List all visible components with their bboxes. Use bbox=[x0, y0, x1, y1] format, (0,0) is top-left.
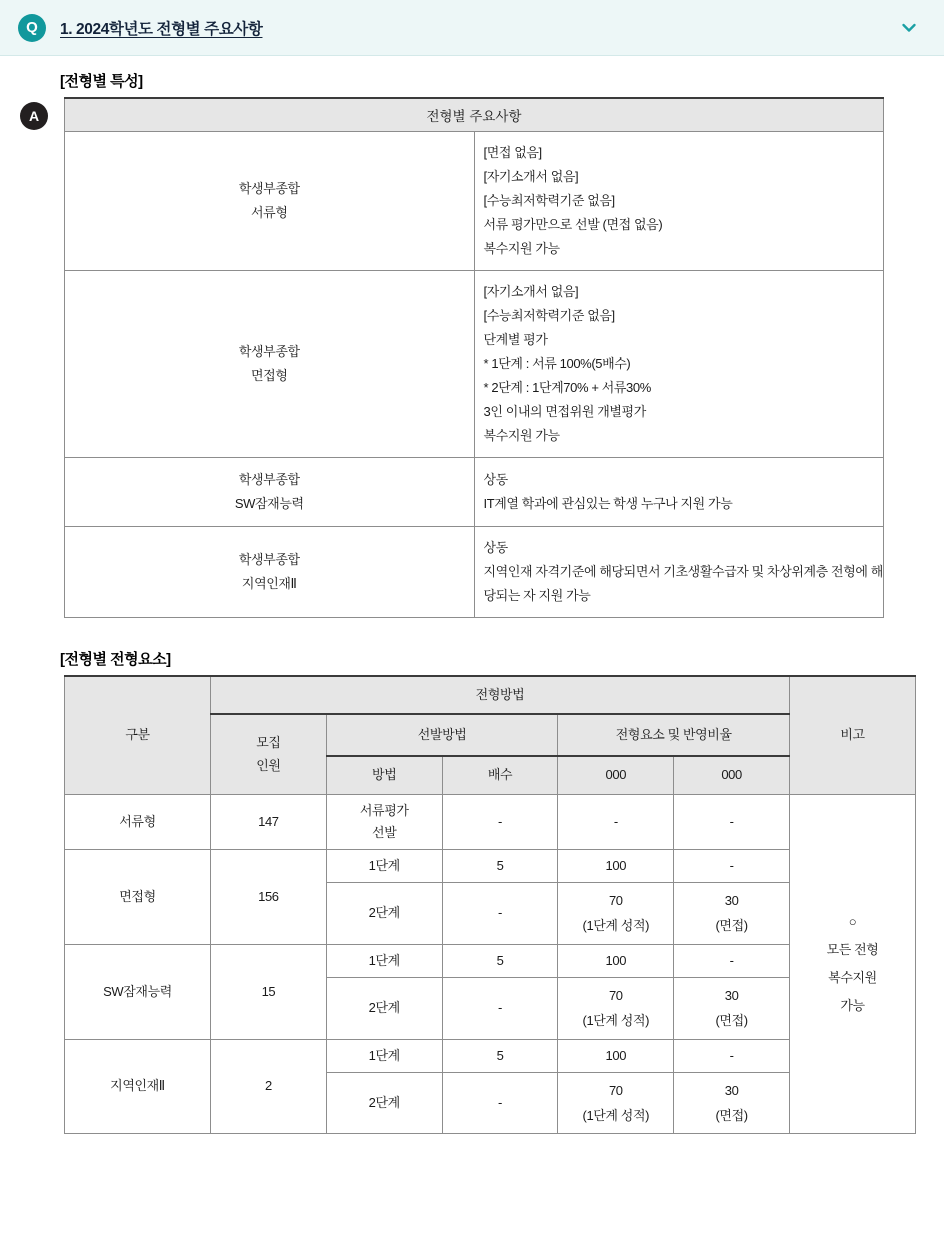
description-line: [자기소개서 없음] bbox=[483, 283, 579, 299]
cell-element-2: - bbox=[674, 944, 790, 977]
cell-baesu: 5 bbox=[442, 849, 558, 882]
element-value: 70 bbox=[608, 987, 623, 1003]
question-badge: Q bbox=[18, 14, 46, 42]
section-heading-features: [전형별 특성] bbox=[60, 73, 143, 90]
element-note: (1단계 성적) bbox=[582, 1013, 650, 1029]
category-line: 학생부종합 bbox=[238, 552, 300, 568]
description-line: [수능최저학력기준 없음] bbox=[483, 307, 615, 323]
header-moip-line: 모집 bbox=[256, 734, 281, 750]
table-row bbox=[65, 527, 884, 618]
cell-element-2 bbox=[674, 977, 790, 1039]
cell-element-2 bbox=[674, 883, 790, 945]
header-bigo: 비고 bbox=[790, 676, 916, 794]
element-value: 30 bbox=[724, 1082, 739, 1098]
cell-moip: 2 bbox=[211, 1039, 327, 1134]
description-line: 상동 bbox=[483, 472, 508, 488]
table-row bbox=[65, 944, 916, 977]
cell-bangbeop: 1단계 bbox=[326, 849, 442, 882]
cell-element-2: - bbox=[674, 794, 790, 849]
header-baesu: 배수 bbox=[442, 756, 558, 794]
bangbeop-line: 선발 bbox=[372, 824, 397, 840]
element-note: (면접) bbox=[715, 1013, 748, 1029]
header-moip-line: 인원 bbox=[256, 757, 281, 773]
feature-description bbox=[474, 131, 884, 270]
cell-bangbeop: 2단계 bbox=[326, 977, 442, 1039]
description-line: 서류 평가만으로 선발 (면접 없음) bbox=[483, 216, 663, 232]
description-line: * 2단계 : 1단계70% + 서류30% bbox=[483, 379, 651, 395]
bigo-line: 모든 전형 bbox=[826, 942, 879, 958]
element-note: (면접) bbox=[715, 918, 748, 934]
element-value: 70 bbox=[608, 893, 623, 909]
category-line: 학생부종합 bbox=[238, 343, 300, 359]
category-line: SW잠재능력 bbox=[234, 496, 304, 512]
features-table bbox=[64, 97, 884, 618]
features-table-title: 전형별 주요사항 bbox=[65, 98, 884, 131]
table-row bbox=[65, 270, 884, 457]
description-line: [자기소개서 없음] bbox=[483, 168, 579, 184]
cell-element-1: 100 bbox=[558, 849, 674, 882]
description-line: [면접 없음] bbox=[483, 144, 542, 160]
element-value: 30 bbox=[724, 893, 739, 909]
table-header-row bbox=[65, 98, 884, 131]
cell-bangbeop: 1단계 bbox=[326, 1039, 442, 1072]
question-banner[interactable] bbox=[0, 0, 944, 56]
table-row bbox=[65, 458, 884, 527]
cell-bangbeop: 2단계 bbox=[326, 883, 442, 945]
cell-element-1 bbox=[558, 1072, 674, 1134]
cell-baesu: 5 bbox=[442, 1039, 558, 1072]
table-row bbox=[65, 794, 916, 849]
category-line: 학생부종합 bbox=[238, 472, 300, 488]
table-row bbox=[65, 1039, 916, 1072]
chevron-down-icon[interactable] bbox=[898, 17, 920, 39]
question-title-link[interactable]: 1. 2024학년도 전형별 주요사항 bbox=[60, 20, 263, 38]
header-bangbeop: 방법 bbox=[326, 756, 442, 794]
bigo-line: 가능 bbox=[840, 998, 865, 1013]
header-method-group: 전형방법 bbox=[211, 676, 790, 714]
cell-gubun: 서류형 bbox=[65, 794, 211, 849]
bigo-line: 복수지원 bbox=[828, 970, 877, 986]
feature-category bbox=[65, 270, 475, 457]
element-value: 70 bbox=[608, 1082, 623, 1098]
cell-element-1 bbox=[558, 977, 674, 1039]
table-row bbox=[65, 131, 884, 270]
answer-content bbox=[0, 56, 944, 1134]
header-gubun: 구분 bbox=[65, 676, 211, 794]
description-line: 3인 이내의 면접위원 개별평가 bbox=[483, 403, 646, 419]
description-line: 단계별 평가 bbox=[483, 331, 548, 347]
bangbeop-line: 서류평가 bbox=[359, 802, 409, 818]
answer-badge: A bbox=[20, 102, 48, 130]
section-heading-elements: [전형별 전형요소] bbox=[60, 651, 171, 669]
cell-gubun: 면접형 bbox=[65, 849, 211, 944]
feature-category bbox=[65, 131, 475, 270]
description-line: 복수지원 가능 bbox=[483, 428, 560, 444]
feature-description bbox=[474, 270, 884, 457]
category-line: 서류형 bbox=[251, 204, 288, 220]
table-row bbox=[65, 849, 916, 882]
cell-element-2: - bbox=[674, 849, 790, 882]
elements-table bbox=[64, 675, 916, 1134]
header-select-group: 선발방법 bbox=[326, 714, 558, 756]
cell-bigo bbox=[790, 794, 916, 1134]
cell-baesu: - bbox=[442, 883, 558, 945]
cell-element-2 bbox=[674, 1072, 790, 1134]
cell-element-1: 100 bbox=[558, 1039, 674, 1072]
feature-description bbox=[474, 458, 884, 527]
description-line: 지역인재 자격기준에 해당되면서 기초생활수급자 및 차상위계층 전형에 해당되는 자 지원 가능 bbox=[483, 564, 883, 604]
cell-element-1 bbox=[558, 883, 674, 945]
cell-element-1: 100 bbox=[558, 944, 674, 977]
cell-gubun: 지역인재Ⅱ bbox=[65, 1039, 211, 1134]
cell-gubun: SW잠재능력 bbox=[65, 944, 211, 1039]
description-line: 상동 bbox=[483, 540, 508, 556]
bigo-line: ○ bbox=[848, 914, 857, 930]
header-element-group: 전형요소 및 반영비율 bbox=[558, 714, 790, 756]
header-moip bbox=[211, 714, 327, 794]
cell-element-2: - bbox=[674, 1039, 790, 1072]
description-line: 복수지원 가능 bbox=[483, 240, 560, 256]
cell-moip: 15 bbox=[211, 944, 327, 1039]
cell-baesu: - bbox=[442, 794, 558, 849]
element-note: (1단계 성적) bbox=[582, 918, 650, 934]
feature-category bbox=[65, 458, 475, 527]
header-element-1: 000 bbox=[558, 756, 674, 794]
feature-category bbox=[65, 527, 475, 618]
category-line: 학생부종합 bbox=[238, 180, 300, 196]
cell-bangbeop: 1단계 bbox=[326, 944, 442, 977]
cell-moip: 156 bbox=[211, 849, 327, 944]
element-note: (1단계 성적) bbox=[582, 1107, 650, 1123]
cell-element-1: - bbox=[558, 794, 674, 849]
description-line: [수능최저학력기준 없음] bbox=[483, 192, 615, 208]
cell-baesu: 5 bbox=[442, 944, 558, 977]
category-line: 면접형 bbox=[251, 367, 288, 383]
cell-moip: 147 bbox=[211, 794, 327, 849]
header-element-2: 000 bbox=[674, 756, 790, 794]
cell-bangbeop bbox=[326, 794, 442, 849]
cell-baesu: - bbox=[442, 977, 558, 1039]
table-header-row bbox=[65, 676, 916, 714]
feature-description bbox=[474, 527, 884, 618]
element-note: (면접) bbox=[715, 1107, 748, 1123]
description-line: * 1단계 : 서류 100%(5배수) bbox=[483, 355, 631, 371]
description-line: IT계열 학과에 관심있는 학생 누구나 지원 가능 bbox=[483, 496, 733, 512]
cell-bangbeop: 2단계 bbox=[326, 1072, 442, 1134]
element-value: 30 bbox=[724, 987, 739, 1003]
cell-baesu: - bbox=[442, 1072, 558, 1134]
category-line: 지역인재Ⅱ bbox=[241, 576, 297, 592]
